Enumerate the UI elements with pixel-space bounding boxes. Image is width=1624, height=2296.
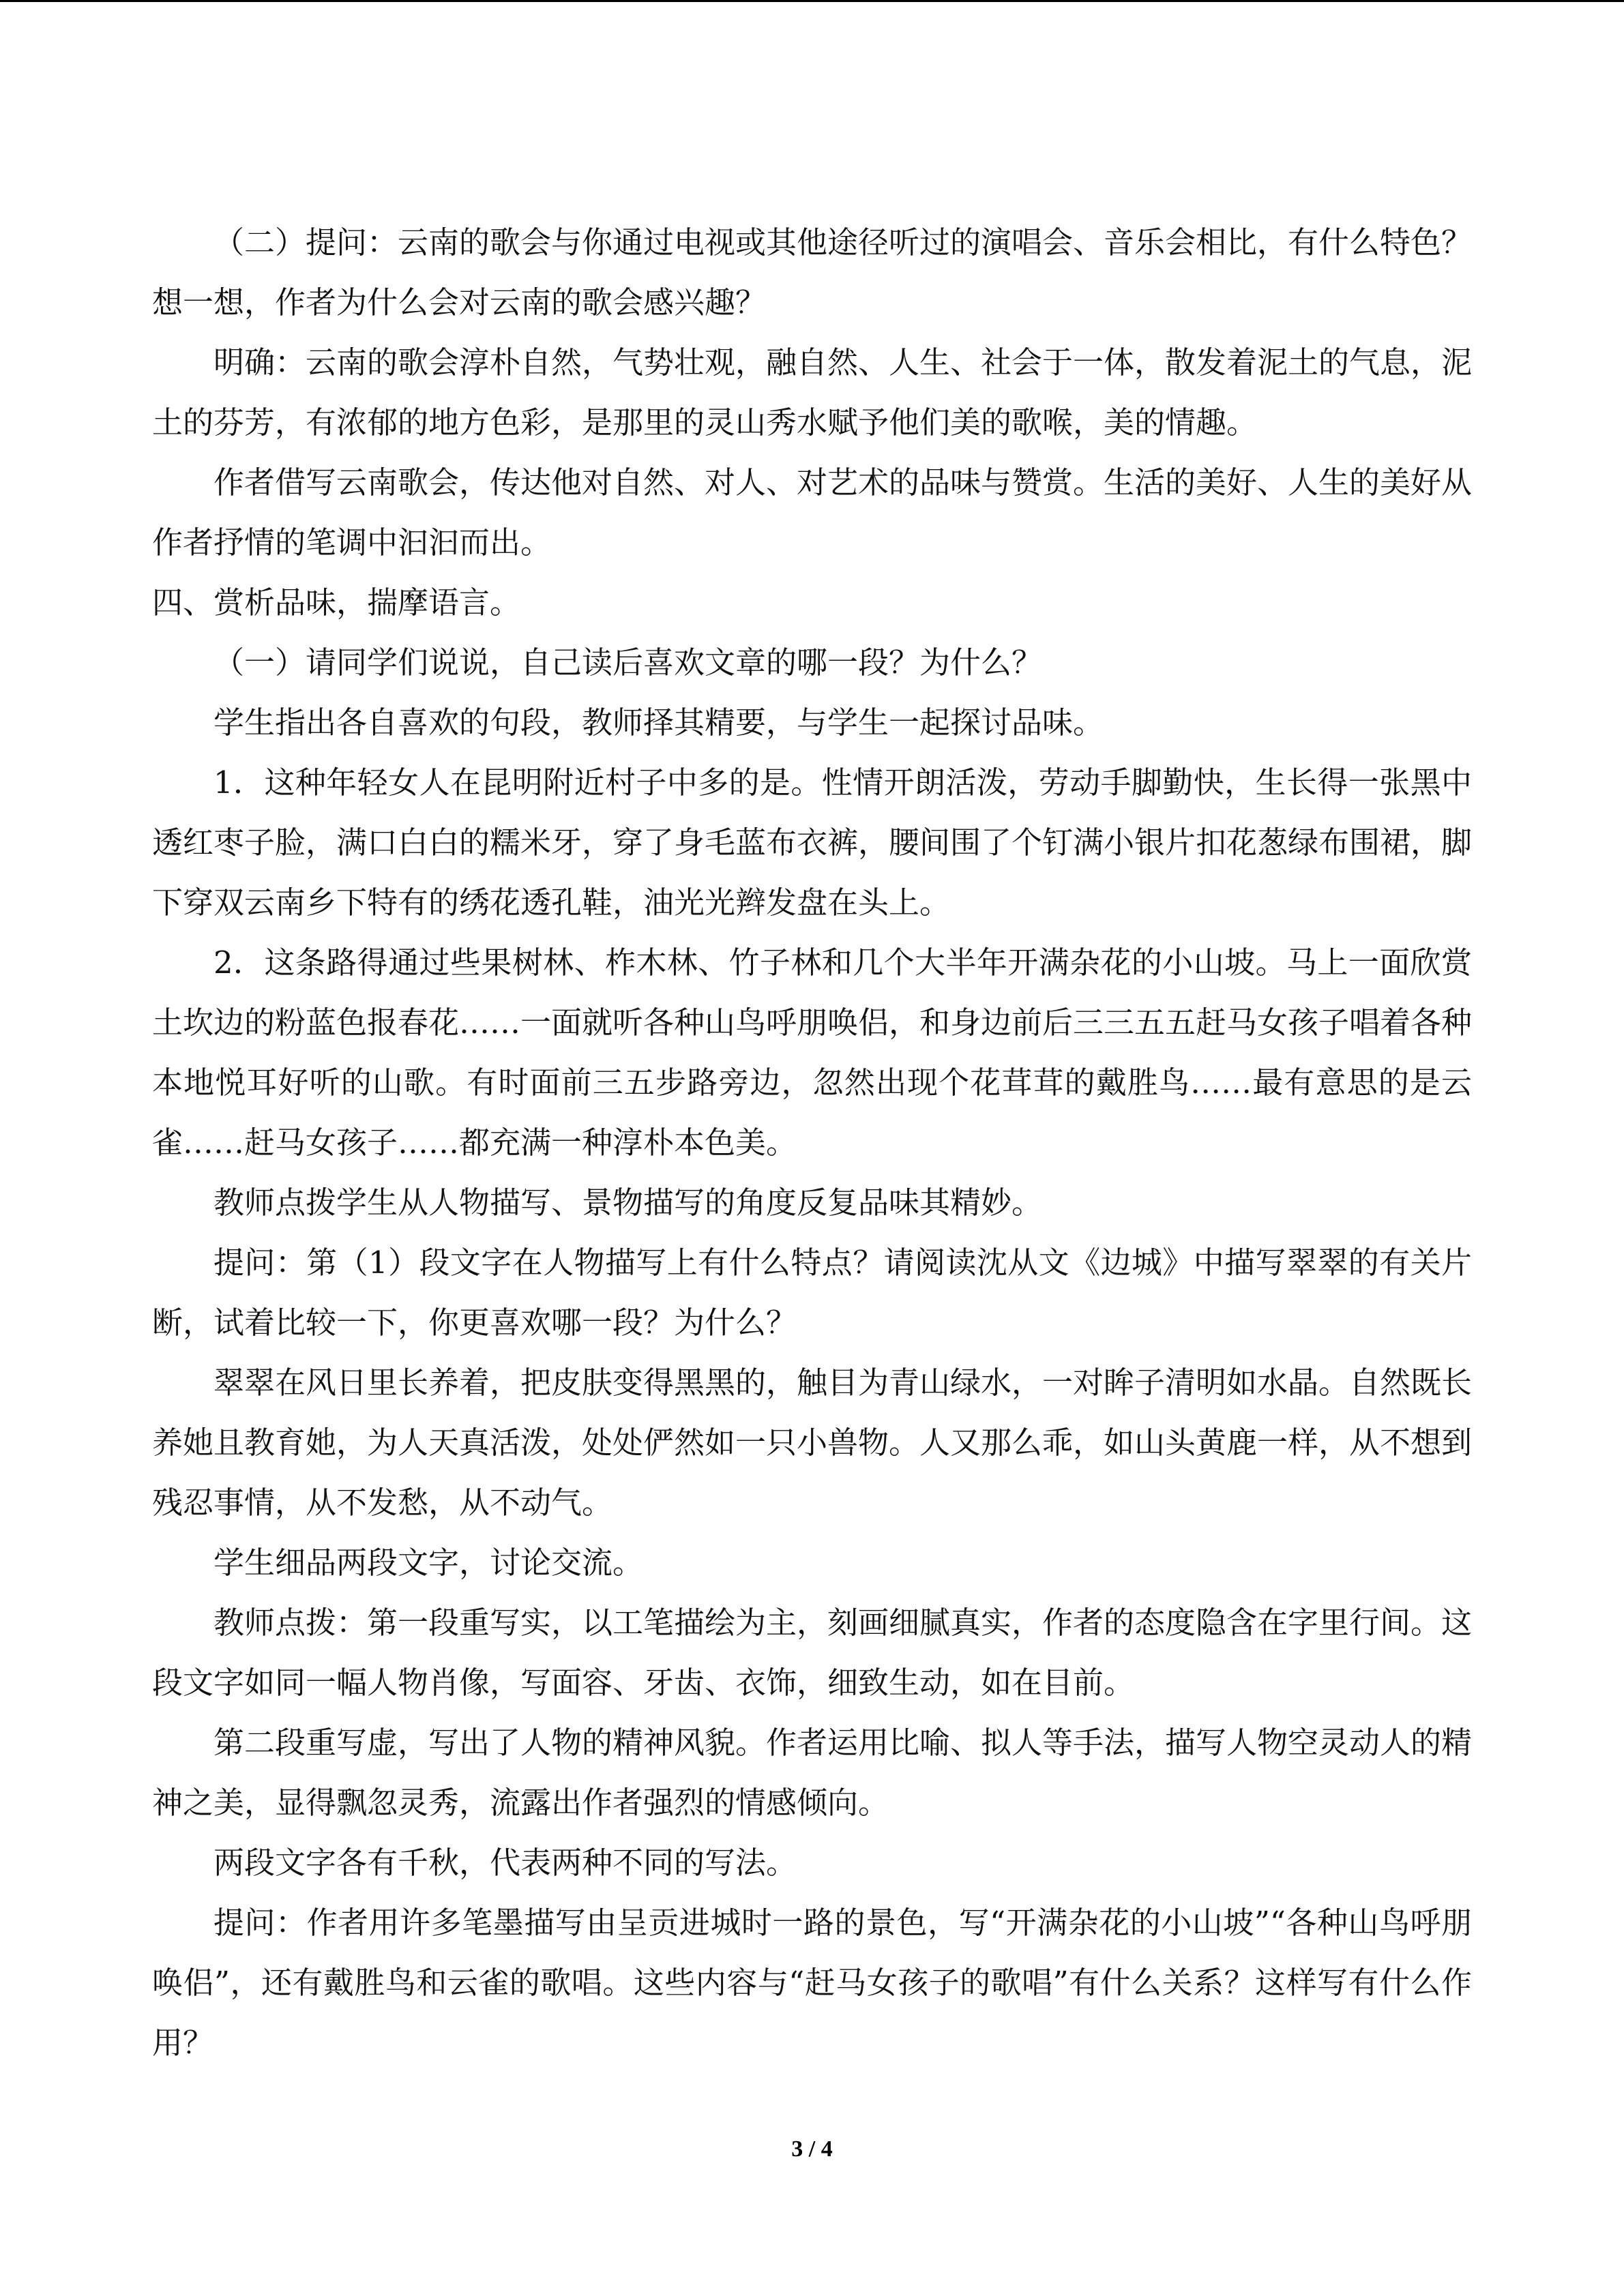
paragraph-teacher-guidance: 教师点拨学生从人物描写、景物描写的角度反复品味其精妙。 — [213, 1184, 1043, 1221]
paragraph-question-two: （二）提问：云南的歌会与你通过电视或其他途径听过的演唱会、音乐会相比，有什么特色？想一想，作者为什么会对云南的歌会感兴趣？ — [152, 224, 1473, 320]
paragraph-author-intent: 作者借写云南歌会，传达他对自然、对人、对艺术的品味与赞赏。生活的美好、人生的美好从作者抒情的笔调中汩汩而出。 — [152, 464, 1473, 561]
paragraph-excerpt-two: 2．这条路得通过些果树林、柞木林、竹子林和几个大半年开满杂花的小山坡。马上一面欣赏土坎边的粉蓝色报春花……一面就听各种山鸟呼朋唤侣，和身边前后三三五五赶马女孩子唱着各种本地悦耳好听的山歌。有时面前三五步路旁边，忽然出现个花茸茸的戴胜鸟……最有意思的是云雀……赶马女孩子……都充满一种淳朴本色美。 — [152, 944, 1473, 1161]
paragraph-summary: 两段文字各有千秋，代表两种不同的写法。 — [213, 1845, 797, 1881]
paragraph-question-character: 提问：第（1）段文字在人物描写上有什么特点？请阅读沈从文《边城》中描写翠翠的有关片断，试着比较一下，你更喜欢哪一段？为什么？ — [152, 1244, 1472, 1341]
document-body — [152, 213, 1472, 2073]
paragraph-excerpt-one: 1．这种年轻女人在昆明附近村子中多的是。性情开朗活泼，劳动手脚勤快，生长得一张黑中透红枣子脸，满口白白的糯米牙，穿了身毛蓝布衣裤，腰间围了个钉满小银片扣花葱绿布围裙，脚下穿双云南乡下特有的绣花透孔鞋，油光光辫发盘在头上。 — [152, 764, 1473, 921]
section-heading-four: 四、赏析品味，揣摩语言。 — [152, 584, 521, 621]
page-number: 3 / 4 — [791, 2136, 833, 2162]
paragraph-student-compare: 学生细品两段文字，讨论交流。 — [213, 1545, 644, 1581]
paragraph-student-discussion: 学生指出各自喜欢的句段，教师择其精要，与学生一起探讨品味。 — [213, 704, 1104, 741]
paragraph-cuicui-excerpt: 翠翠在风日里长养着，把皮肤变得黑黑的，触目为青山绿水，一对眸子清明如水晶。自然既长养她且教育她，为人天真活泼，处处俨然如一只小兽物。人又那么乖，如山头黄鹿一样，从不想到残忍事情，从不发愁，从不动气。 — [152, 1365, 1473, 1521]
paragraph-second-passage: 第二段重写虚，写出了人物的精神风貌。作者运用比喻、拟人等手法，描写人物空灵动人的精神之美，显得飘忽灵秀，流露出作者强烈的情感倾向。 — [152, 1725, 1473, 1821]
paragraph-teacher-analysis: 教师点拨：第一段重写实，以工笔描绘为主，刻画细腻真实，作者的态度隐含在字里行间。这段文字如同一幅人物肖像，写面容、牙齿、衣饰，细致生动，如在目前。 — [152, 1605, 1473, 1701]
paragraph-question-one: （一）请同学们说说，自己读后喜欢文章的哪一段？为什么？ — [213, 644, 1043, 681]
paragraph-clarification: 明确：云南的歌会淳朴自然，气势壮观，融自然、人生、社会于一体，散发着泥土的气息，泥土的芬芳，有浓郁的地方色彩，是那里的灵山秀水赋予他们美的歌喉，美的情趣。 — [152, 344, 1473, 441]
paragraph-question-scenery: 提问：作者用许多笔墨描写由呈贡进城时一路的景色，写“开满杂花的小山坡”“各种山鸟呼朋唤侣”，还有戴胜鸟和云雀的歌唱。这些内容与“赶马女孩子的歌唱”有什么关系？这样写有什么作用？ — [152, 1905, 1472, 2061]
